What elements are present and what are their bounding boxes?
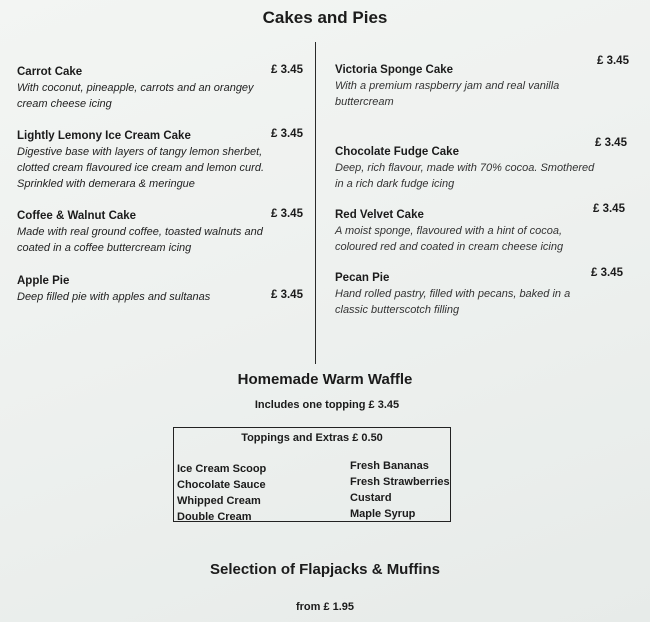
menu-item-lemony-ice-cream-cake — [17, 128, 264, 192]
item-name: Red Velvet Cake — [335, 209, 424, 221]
item-price: £ 3.45 — [271, 128, 303, 140]
item-name: Coffee & Walnut Cake — [17, 210, 137, 222]
menu-item-red-velvet-cake — [335, 207, 563, 255]
item-name: Apple Pie — [17, 275, 70, 287]
toppings-box — [173, 427, 451, 522]
menu-item-pecan-pie — [335, 270, 570, 318]
flapjacks-price: from £ 1.95 — [295, 601, 355, 613]
item-desc-line: Digestive base with layers of tangy lemon sherbet, — [17, 146, 263, 158]
topping-item: Ice Cream Scoop — [177, 463, 267, 475]
menu-item-victoria-sponge-cake — [335, 62, 559, 110]
menu-item-apple-pie — [17, 273, 210, 305]
item-desc-line: classic butterscotch filling — [335, 304, 460, 316]
menu-item-carrot-cake — [17, 64, 254, 112]
topping-item: Maple Syrup — [350, 508, 416, 520]
topping-item: Fresh Bananas — [350, 460, 429, 472]
menu-item-coffee-walnut-cake — [17, 208, 263, 256]
flapjacks-title: Selection of Flapjacks & Muffins — [209, 561, 441, 578]
item-desc-line: clotted cream flavoured ice cream and lemon curd. — [17, 162, 265, 174]
item-desc-line: cream cheese icing — [17, 98, 112, 110]
item-name: Victoria Sponge Cake — [335, 64, 454, 76]
waffle-title: Homemade Warm Waffle — [237, 371, 413, 388]
item-desc-line: in a rich dark fudge icing — [335, 178, 455, 190]
item-desc-line: Deep filled pie with apples and sultanas — [17, 291, 211, 303]
item-name: Carrot Cake — [17, 66, 83, 78]
item-price: £ 3.45 — [271, 64, 303, 76]
item-desc-line: With coconut, pineapple, carrots and an orangey — [17, 82, 254, 94]
item-desc-line: Hand rolled pastry, filled with pecans, baked in a — [335, 288, 571, 300]
item-price: £ 3.45 — [593, 203, 625, 215]
item-desc-line: Made with real ground coffee, toasted walnuts and — [17, 226, 263, 238]
item-price: £ 3.45 — [271, 289, 303, 301]
item-desc-line: coloured red and coated in cream cheese icing — [335, 241, 564, 253]
topping-item: Double Cream — [177, 511, 252, 523]
item-name: Lightly Lemony Ice Cream Cake — [17, 130, 191, 142]
menu-item-chocolate-fudge-cake — [335, 144, 594, 192]
item-desc-line: A moist sponge, flavoured with a hint of cocoa, — [335, 225, 563, 237]
column-divider — [315, 42, 316, 364]
item-name: Pecan Pie — [335, 272, 390, 284]
item-desc-line: coated in a coffee buttercream icing — [17, 242, 192, 254]
topping-item: Chocolate Sauce — [177, 479, 266, 491]
item-price: £ 3.45 — [595, 137, 627, 149]
item-name: Chocolate Fudge Cake — [335, 146, 459, 158]
topping-item: Custard — [350, 492, 392, 504]
item-price: £ 3.45 — [271, 208, 303, 220]
item-desc-line: buttercream — [335, 96, 394, 108]
topping-item: Whipped Cream — [177, 495, 261, 507]
topping-item: Fresh Strawberries — [350, 476, 450, 488]
page-title: Cakes and Pies — [262, 8, 388, 27]
item-price: £ 3.45 — [597, 55, 629, 67]
item-price: £ 3.45 — [591, 267, 623, 279]
toppings-heading: Toppings and Extras £ 0.50 — [241, 432, 383, 444]
item-desc-line: Sprinkled with demerara & meringue — [17, 178, 195, 190]
waffle-note: Includes one topping £ 3.45 — [254, 399, 400, 411]
item-desc-line: With a premium raspberry jam and real vanilla — [335, 80, 560, 92]
item-desc-line: Deep, rich flavour, made with 70% cocoa. Smothered — [335, 162, 595, 174]
